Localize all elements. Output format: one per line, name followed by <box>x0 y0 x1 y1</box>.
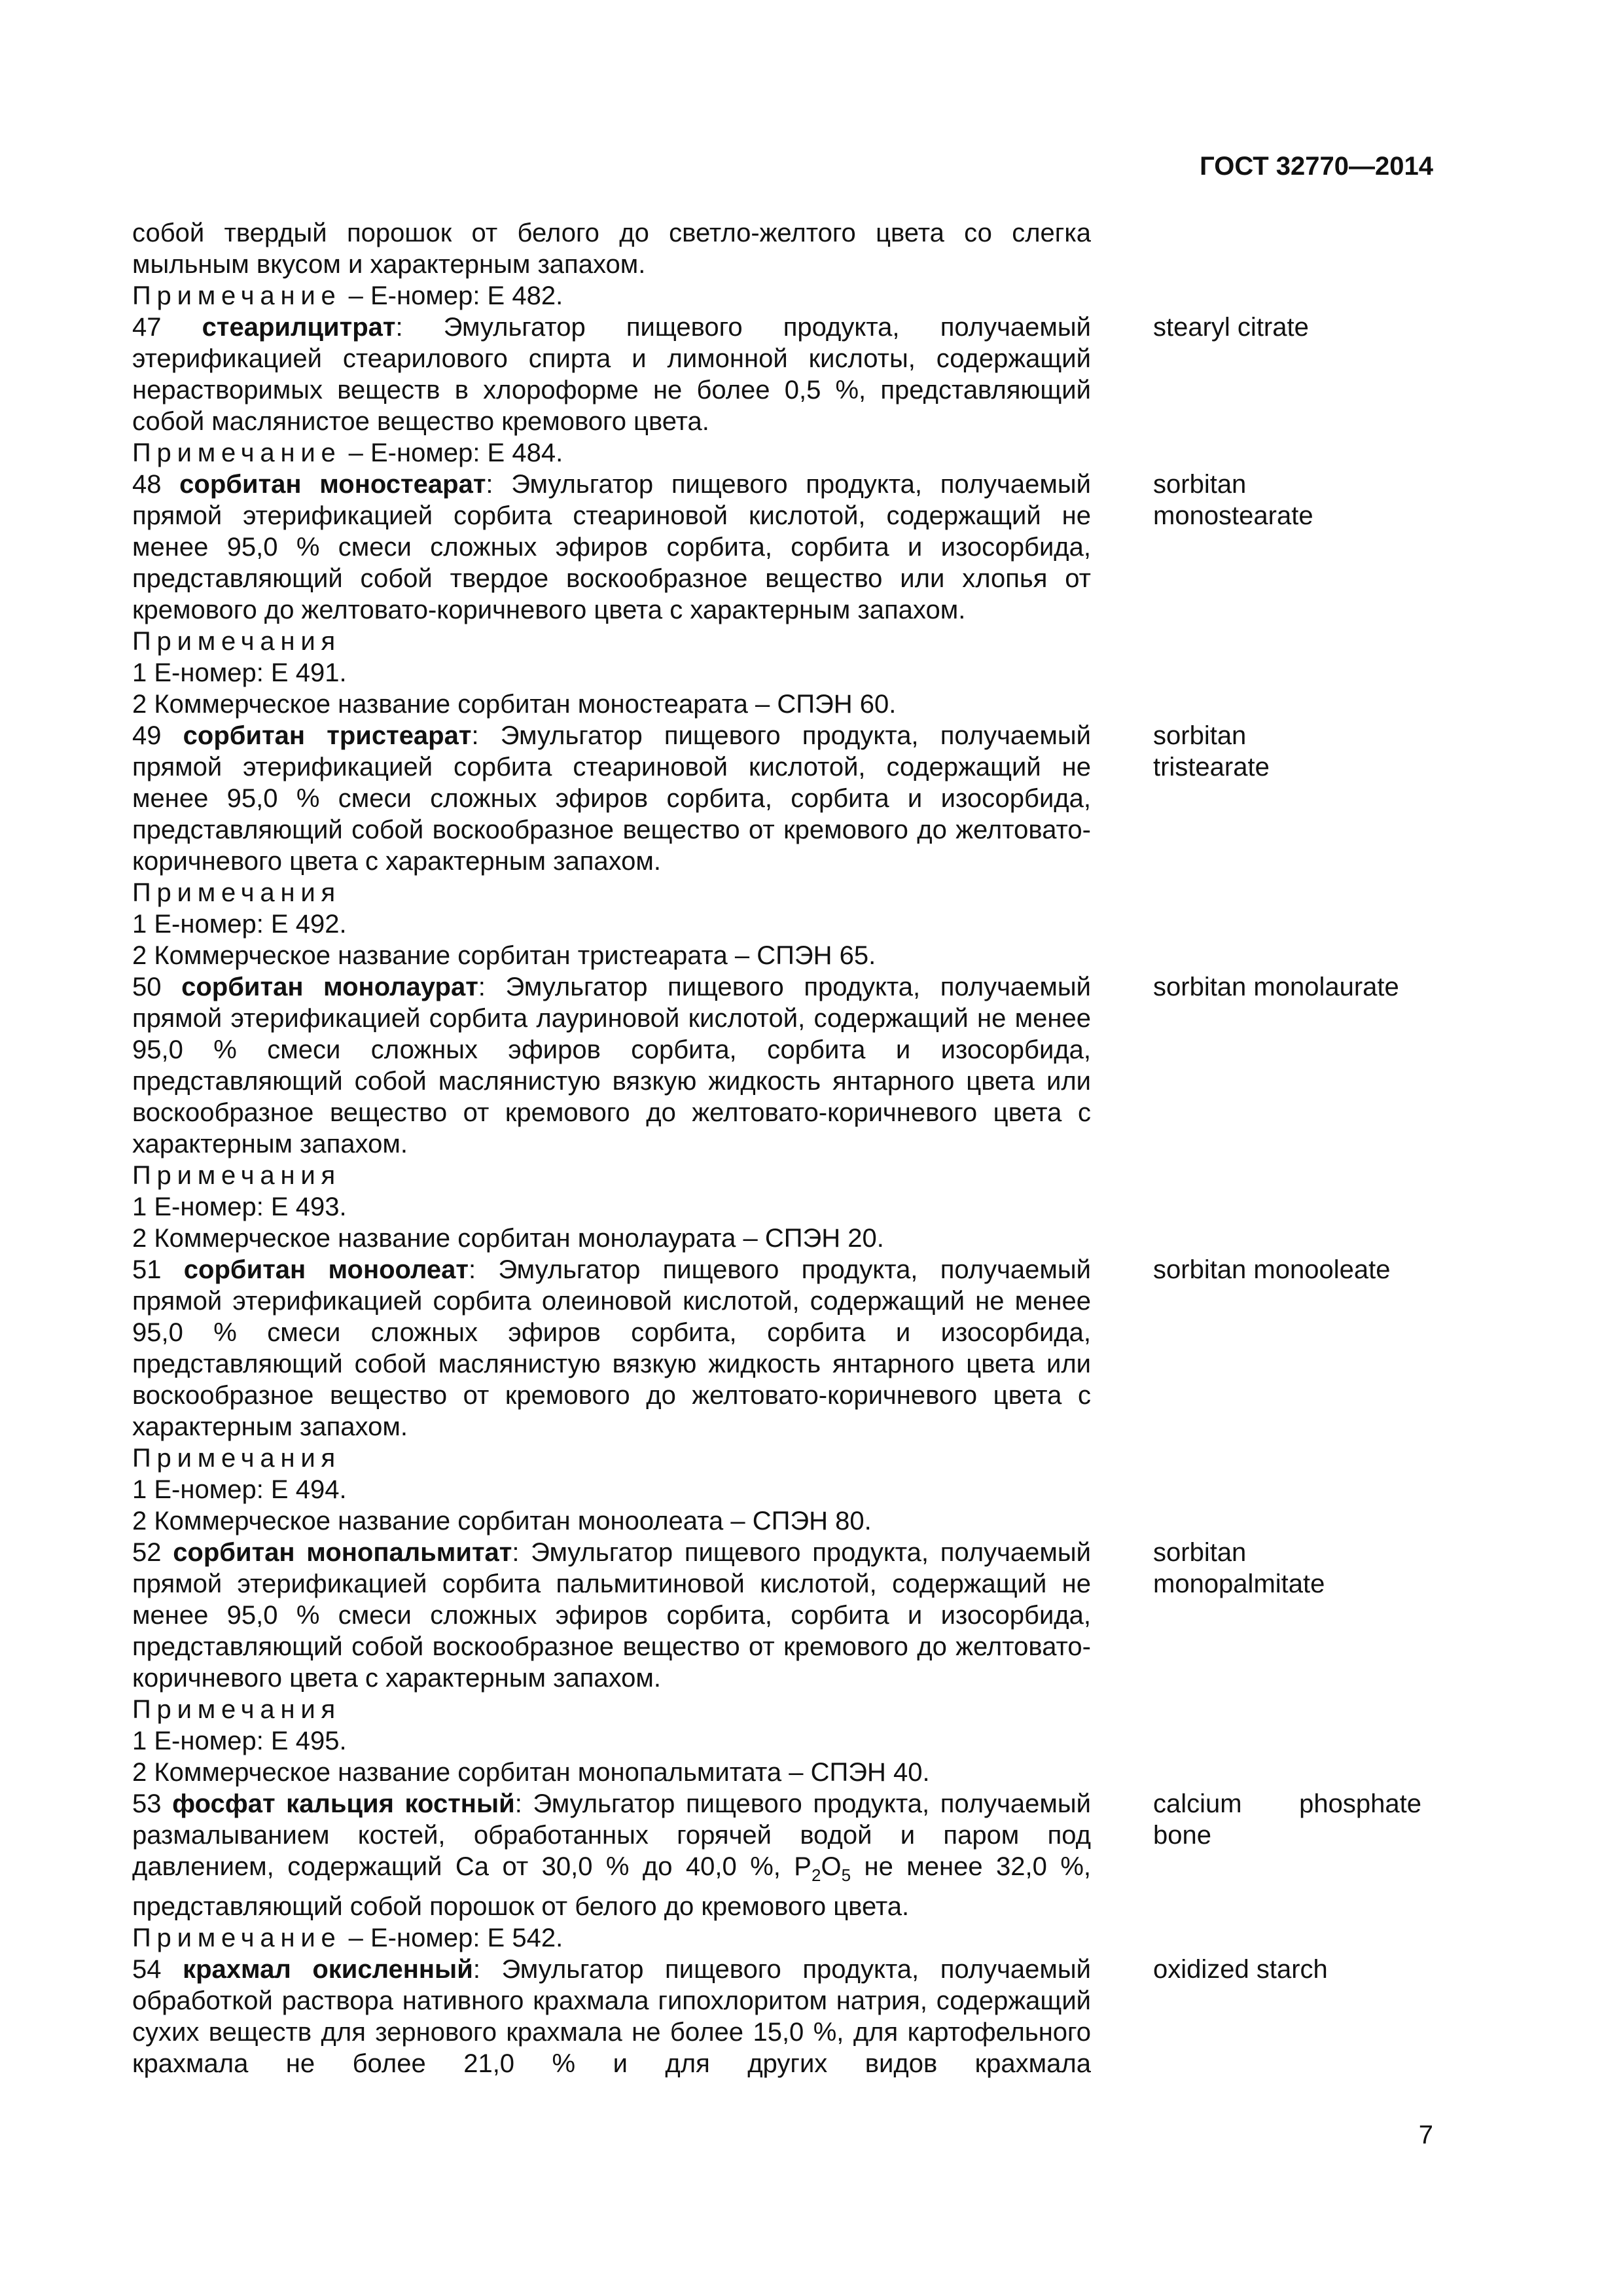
note-1: 1 Е-номер: Е 493. <box>132 1193 347 1221</box>
term-definition: : Эмульгатор пищевого продукта, получаемый прямой этерификацией сорбита стеариновой кислотой, содержащий не менее 95,0 % смеси сложных эфиров сорбита, сорбита и изосорбида, представляющий собой воскообразное вещество от кремового до желтовато-коричневого цвета с характерным запахом. <box>132 721 1091 876</box>
term-entry-49 <box>132 720 1493 971</box>
term-definition: : Эмульгатор пищевого продукта, получаемый прямой этерификацией сорбита олеиновой кислотой, содержащий не менее 95,0 % смеси сложных эфиров сорбита, сорбита и изосорбида, представляющий собой маслянистую вязкую жидкость янтарного цвета или воскообразное вещество от кремового до желтовато-коричневого цвета с характерным запахом. <box>132 1255 1091 1441</box>
entry-number: 49 <box>132 721 162 750</box>
note-1: 1 Е-номер: Е 495. <box>132 1727 347 1755</box>
term-name: сорбитан монопальмитат <box>173 1538 512 1567</box>
term-entry-47 <box>132 312 1493 469</box>
term-definition: : Эмульгатор пищевого продукта, получаемый прямой этерификацией сорбита стеариновой кислотой, содержащий не менее 95,0 % смеси сложных эфиров сорбита, сорбита и изосорбида, представляющий собой твердое воскообразное вещество или хлопья от кремового до желтовато-коричневого цвета с характерным запахом. <box>132 470 1091 624</box>
english-term: stearyl citrate <box>1153 313 1309 342</box>
entry-number: 53 <box>132 1789 162 1818</box>
term-definition: : Эмульгатор пищевого продукта, получаемый этерификацией стеарилового спирта и лимонной кислоты, содержащий нерастворимых веществ в хлороформе не более 0,5 %, представляющий собой маслянистое вещество кремового цвета. <box>132 313 1091 436</box>
subscript: 2 <box>812 1865 821 1885</box>
english-term: sorbitan tristearate <box>1153 721 1270 781</box>
note-1: 1 Е-номер: Е 491. <box>132 658 347 687</box>
term-name: крахмал окисленный <box>183 1955 473 1984</box>
note-2: 2 Коммерческое название сорбитан моноолеата – СПЭН 80. <box>132 1507 872 1535</box>
note-1: 1 Е-номер: Е 494. <box>132 1475 347 1504</box>
notes-label: Примечания <box>132 627 341 656</box>
term-definition: : Эмульгатор пищевого продукта, получаемый обработкой раствора нативного крахмала гипохлоритом натрия, содержащий сухих веществ для зернового крахмала не более 15,0 %, для картофельного крахмала не более 21,0 % и для других видов крахмала <box>132 1955 1092 2078</box>
entry-number: 51 <box>132 1255 162 1284</box>
continuation-text: собой твердый порошок от белого до светло-желтого цвета со слегка мыльным вкусом и характерным запахом. <box>132 219 1091 279</box>
entry-number: 50 <box>132 973 162 1001</box>
term-name: стеарилцитрат <box>202 313 396 342</box>
term-entry-53 <box>132 1788 1493 1954</box>
english-term: sorbitan monostearate <box>1153 470 1313 530</box>
term-name: сорбитан моностеарат <box>179 470 486 499</box>
note-2: 2 Коммерческое название сорбитан тристеарата – СПЭН 65. <box>132 941 876 970</box>
subscript: 5 <box>841 1865 851 1885</box>
note-2: 2 Коммерческое название сорбитан монопальмитата – СПЭН 40. <box>132 1758 930 1787</box>
note-label: Примечание <box>132 1924 342 1952</box>
notes-label: Примечания <box>132 878 341 907</box>
entry-number: 47 <box>132 313 162 342</box>
english-term: oxidized starch <box>1153 1955 1328 1984</box>
term-definition: : Эмульгатор пищевого продукта, получаемый прямой этерификацией сорбита пальмитиновой кислотой, содержащий не менее 95,0 % смеси сложных эфиров сорбита, сорбита и изосорбида, представляющий собой воскообразное вещество от кремового до желтовато-коричневого цвета с характерным запахом. <box>132 1538 1091 1693</box>
entry-number: 52 <box>132 1538 162 1567</box>
note-label: Примечание <box>132 281 342 310</box>
term-entry-52 <box>132 1537 1493 1788</box>
note-2: 2 Коммерческое название сорбитан моностеарата – СПЭН 60. <box>132 690 897 719</box>
notes-label: Примечания <box>132 1444 341 1473</box>
term-definition: O <box>821 1852 842 1881</box>
note-label: Примечание <box>132 439 342 467</box>
entry-continuation <box>132 217 1493 312</box>
term-entry-51 <box>132 1254 1493 1537</box>
term-definition: : Эмульгатор пищевого продукта, получаемый размалыванием костей, обработанных горячей водой и паром под давлением, содержащий Ca от 30,0 % до 40,0 %, P <box>132 1789 1091 1881</box>
note-text: – Е-номер: Е 542. <box>341 1924 563 1952</box>
entry-number: 54 <box>132 1955 162 1984</box>
document-body <box>132 217 1493 2079</box>
english-term: sorbitan monooleate <box>1153 1255 1391 1284</box>
english-term: calcium phosphate bone <box>1153 1789 1421 1850</box>
term-entry-50 <box>132 971 1493 1254</box>
term-entry-48 <box>132 469 1493 720</box>
entry-number: 48 <box>132 470 162 499</box>
term-definition: не менее 32,0 %, представляющий собой порошок от белого до кремового цвета. <box>132 1852 1091 1921</box>
note-text: – Е-номер: Е 482. <box>341 281 563 310</box>
term-definition: : Эмульгатор пищевого продукта, получаемый прямой этерификацией сорбита лауриновой кислотой, содержащий не менее 95,0 % смеси сложных эфиров сорбита, сорбита и изосорбида, представляющий собой маслянистую вязкую жидкость янтарного цвета или воскообразное вещество от кремового до желтовато-коричневого цвета с характерным запахом. <box>132 973 1091 1158</box>
note-text: – Е-номер: Е 484. <box>341 439 563 467</box>
page-number: 7 <box>1418 2121 1433 2149</box>
term-entry-54 <box>132 1954 1493 2079</box>
english-term: sorbitan monolaurate <box>1153 973 1399 1001</box>
note-1: 1 Е-номер: Е 492. <box>132 910 347 939</box>
note-2: 2 Коммерческое название сорбитан монолаурата – СПЭН 20. <box>132 1224 884 1253</box>
english-term: sorbitan monopalmitate <box>1153 1538 1325 1598</box>
term-name: сорбитан тристеарат <box>183 721 472 750</box>
notes-label: Примечания <box>132 1161 341 1190</box>
document-id: ГОСТ 32770—2014 <box>1200 152 1433 181</box>
term-name: сорбитан монолаурат <box>181 973 478 1001</box>
term-name: фосфат кальция костный <box>172 1789 515 1818</box>
term-name: сорбитан моноолеат <box>183 1255 469 1284</box>
notes-label: Примечания <box>132 1695 341 1724</box>
